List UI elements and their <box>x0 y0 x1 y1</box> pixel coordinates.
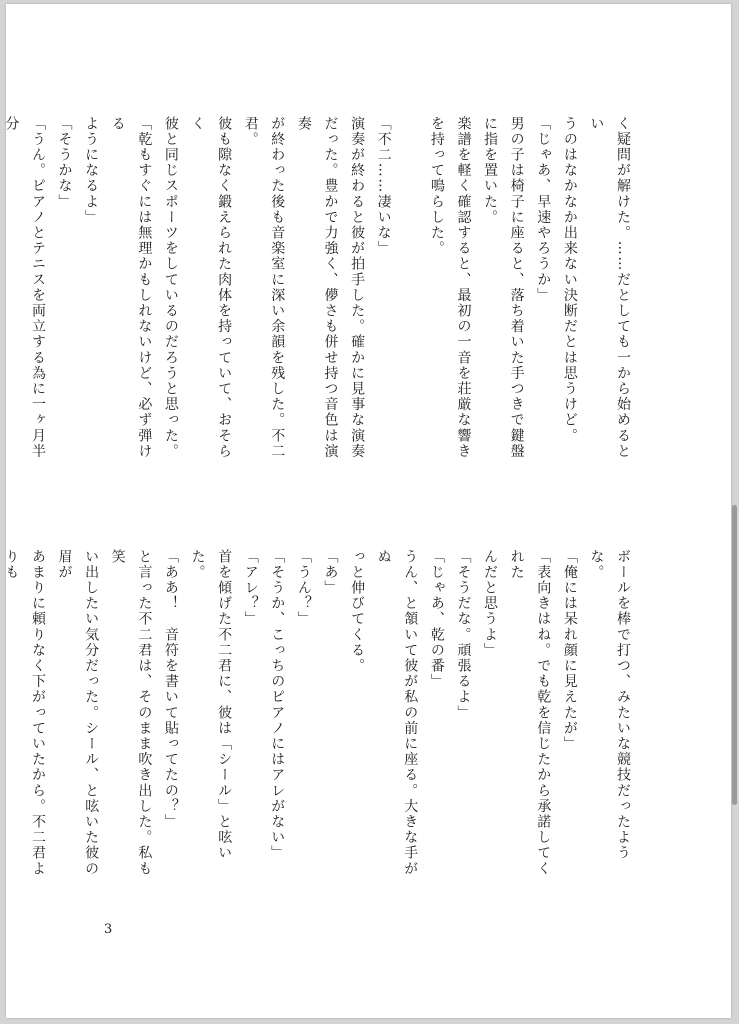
text-line: 「そうだな。頑張るよ」 <box>455 549 472 721</box>
text-line: 「じゃあ、早速やろうか」 <box>535 116 552 304</box>
text-line: 演奏が終わると彼が拍手した。確かに見事な演奏 <box>349 116 366 460</box>
text-line: 「俺には呆れ顔に見えたが」 <box>561 549 578 752</box>
text-line: 「アレ？」 <box>242 549 259 627</box>
page-number: 3 <box>104 922 113 937</box>
text-line: 「乾もすぐには無理かもしれないけど、必ず弾ける <box>109 116 153 460</box>
text-block-top <box>3 116 636 472</box>
text-line: が終わった後も音楽室に深い余韻を残した。不二君。 <box>242 116 286 460</box>
text-line: く疑問が解けた。……だとしても一から始めるとい <box>588 116 631 460</box>
text-line: 「そうかな」 <box>56 116 73 210</box>
text-line <box>397 116 424 472</box>
text-line: を持って鳴らした。 <box>428 116 445 257</box>
text-line: あまりに頼りなく下がっていたから。不二君よりも <box>3 549 46 877</box>
text-line: 「表向きはね。でも乾を信じたから承諾してくれた <box>508 549 552 877</box>
text-line: ボールを棒で打つ、みたいな競技だったような。 <box>588 549 631 861</box>
text-line: 彼も隙なく鍛えられた肉体を持っていて、おそらく <box>189 116 233 460</box>
text-line: に指を置いた。 <box>482 116 499 226</box>
text-line: っと伸びてくる。 <box>349 549 366 674</box>
text-line: んだと思うよ」 <box>482 549 499 659</box>
text-line: 楽譜を軽く確認すると、最初の一音を荘厳な響き <box>455 116 472 460</box>
text-line: 「うん。ピアノとテニスを両立する為に一ヶ月半分 <box>3 116 46 460</box>
text-line: うん、と頷いて彼が私の前に座る。大きな手がぬ <box>375 549 419 877</box>
text-line: だった。豊かで力強く、儚さも併せ持つ音色は演奏 <box>295 116 339 460</box>
text-line: 「不二……凄いな」 <box>375 116 392 257</box>
text-line: 「うん？」 <box>295 549 312 627</box>
text-line: 彼と同じスポーツをしているのだろうと思った。 <box>162 116 179 460</box>
text-block-bottom <box>3 549 636 889</box>
text-line: うのはなかなか出来ない決断だとは思うけど。 <box>561 116 578 444</box>
text-line: ようになるよ」 <box>83 116 100 226</box>
text-line: い出したい気分だった。シール、と呟いた彼の眉が <box>56 549 100 877</box>
text-line: 男の子は椅子に座ると、落ち着いた手つきで鍵盤 <box>508 116 525 460</box>
text-line: と言った不二君は、そのまま吹き出した。私も笑 <box>109 549 153 877</box>
scrollbar-thumb[interactable] <box>732 505 737 805</box>
document-page <box>3 4 731 1018</box>
text-line: 首を傾げた不二君に、彼は「シール」と呟いた。 <box>189 549 233 861</box>
text-line: 「じゃあ、乾の番」 <box>428 549 445 690</box>
text-line: 「そうか、こっちのピアノにはアレがない」 <box>269 549 286 861</box>
text-line: 「ああ！ 音符を書いて貼ってたの？」 <box>162 549 179 830</box>
text-line: 「あ」 <box>322 549 339 596</box>
